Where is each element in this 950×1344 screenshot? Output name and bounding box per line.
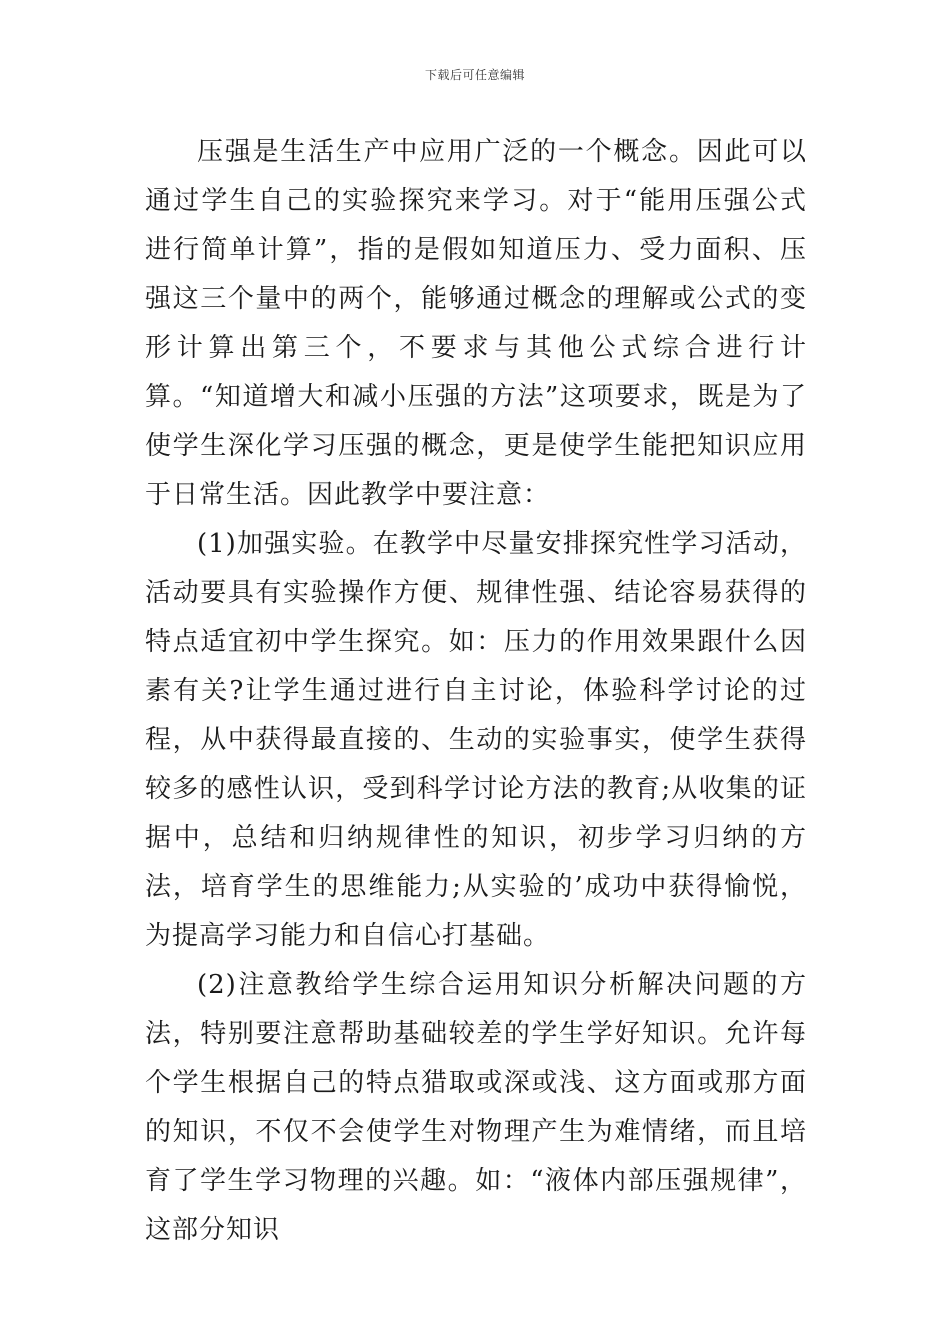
page-header: 下载后可任意编辑 xyxy=(424,68,525,82)
document-body xyxy=(145,128,807,1255)
paragraph-point-1: (1)加强实验。在教学中尽量安排探究性学习活动，活动要具有实验操作方便、规律性强、结论容易获得的特点适宜初中学生探究。如：压力的作用效果跟什么因素有关?让学生通过进行自主讨论，体验科学讨论的过程，从中获得最直接的、生动的实验事实，使学生获得较多的感性认识，受到科学讨论方法的教育;从收集的证据中，总结和归纳规律性的知识，初步学习归纳的方法，培育学生的思维能力;从实验的’成功中获得愉悦，为提高学习能力和自信心打基础。 xyxy=(145,529,807,951)
paragraph-point-2: (2)注意教给学生综合运用知识分析解决问题的方法，特别要注意帮助基础较差的学生学好知识。允许每个学生根据自己的特点猎取或深或浅、这方面或那方面的知识，不仅不会使学生对物理产生为难情绪，而且培育了学生学习物理的兴趣。如：“液体内部压强规律”，这部分知识 xyxy=(145,970,807,1245)
paragraph-intro: 压强是生活生产中应用广泛的一个概念。因此可以通过学生自己的实验探究来学习。对于“能用压强公式进行简单计算”，指的是假如知道压力、受力面积、压强这三个量中的两个，能够通过概念的理解或公式的变形计算出第三个，不要求与其他公式综合进行计算。“知道增大和减小压强的方法”这项要求，既是为了使学生深化学习压强的概念，更是使学生能把知识应用于日常生活。因此教学中要注意： xyxy=(145,137,807,510)
